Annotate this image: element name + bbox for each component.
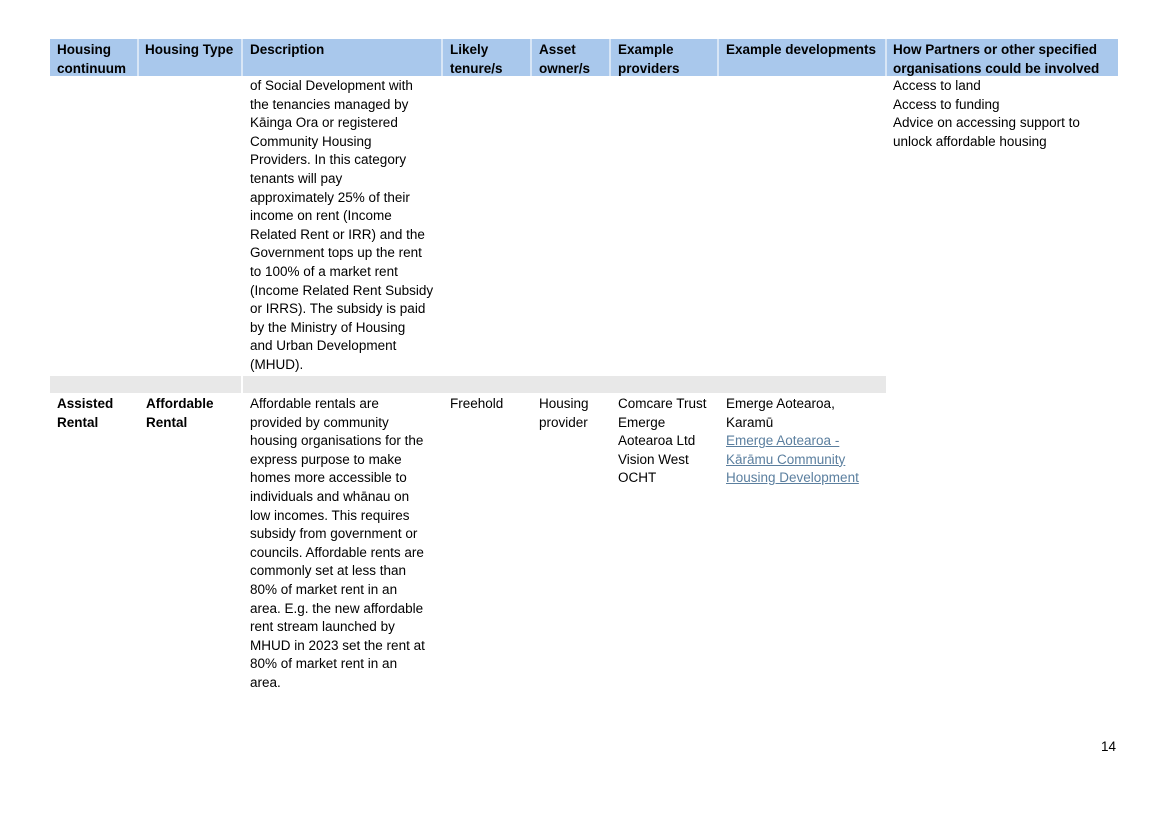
column-divider [530,39,532,76]
page-number: 14 [1101,739,1117,754]
tenure-cell: Freehold [450,396,504,411]
header-partners-involvement: How Partners or other specified organisations could be involved [893,42,1100,76]
column-divider [241,39,243,76]
column-divider [137,39,139,76]
header-description: Description [250,42,325,57]
table-header [50,39,1118,76]
column-divider [441,39,443,76]
example-developments-cell [726,395,859,488]
continued-description-cell: of Social Development with the tenancies managed by Kāinga Ora or registered Community Housing Providers. In this category tenants will pay approximately 25% of their income on rent (Income Related Rent or IRR) and the Government tops up the rent to 100% of a market rent (Income Related Rent Subsidy or IRRS). The subsidy is paid by the Ministry of Housing and Urban Development (MHUD). [250,78,434,372]
housing-type-cell: Affordable Rental [146,396,214,430]
asset-owner-cell: Housing provider [539,396,589,430]
housing-continuum-cell: Assisted Rental [57,396,114,430]
header-example-providers: Example providers [618,42,680,76]
column-divider [241,376,243,393]
example-developments-text: Emerge Aotearoa, Karamū [726,396,835,430]
header-example-developments: Example developments [726,42,877,57]
emerge-aotearoa-link[interactable]: Emerge Aotearoa - Kārāmu Community Housing Development [726,433,859,486]
header-housing-type: Housing Type [145,42,234,57]
example-providers-cell: Comcare Trust Emerge Aotearoa Ltd Vision West OCHT [618,396,707,486]
column-divider [885,39,887,76]
header-likely-tenure: Likely tenure/s [450,42,503,76]
continued-partners-cell: Access to land Access to funding Advice on accessing support to unlock affordable housing [893,78,1080,149]
description-cell: Affordable rentals are provided by community housing organisations for the express purpose to make homes more accessible to individuals and whānau on low incomes. This requires subsidy from government or councils. Affordable rents are commonly set at less than 80% of market rent in an area. E.g. the new affordable rent stream launched by MHUD in 2023 set the rent at 80% of market rent in an area. [250,396,425,690]
row-separator-band [50,376,886,393]
header-asset-owner: Asset owner/s [539,42,591,76]
column-divider [609,39,611,76]
header-housing-continuum: Housing continuum [57,42,126,76]
column-divider [717,39,719,76]
